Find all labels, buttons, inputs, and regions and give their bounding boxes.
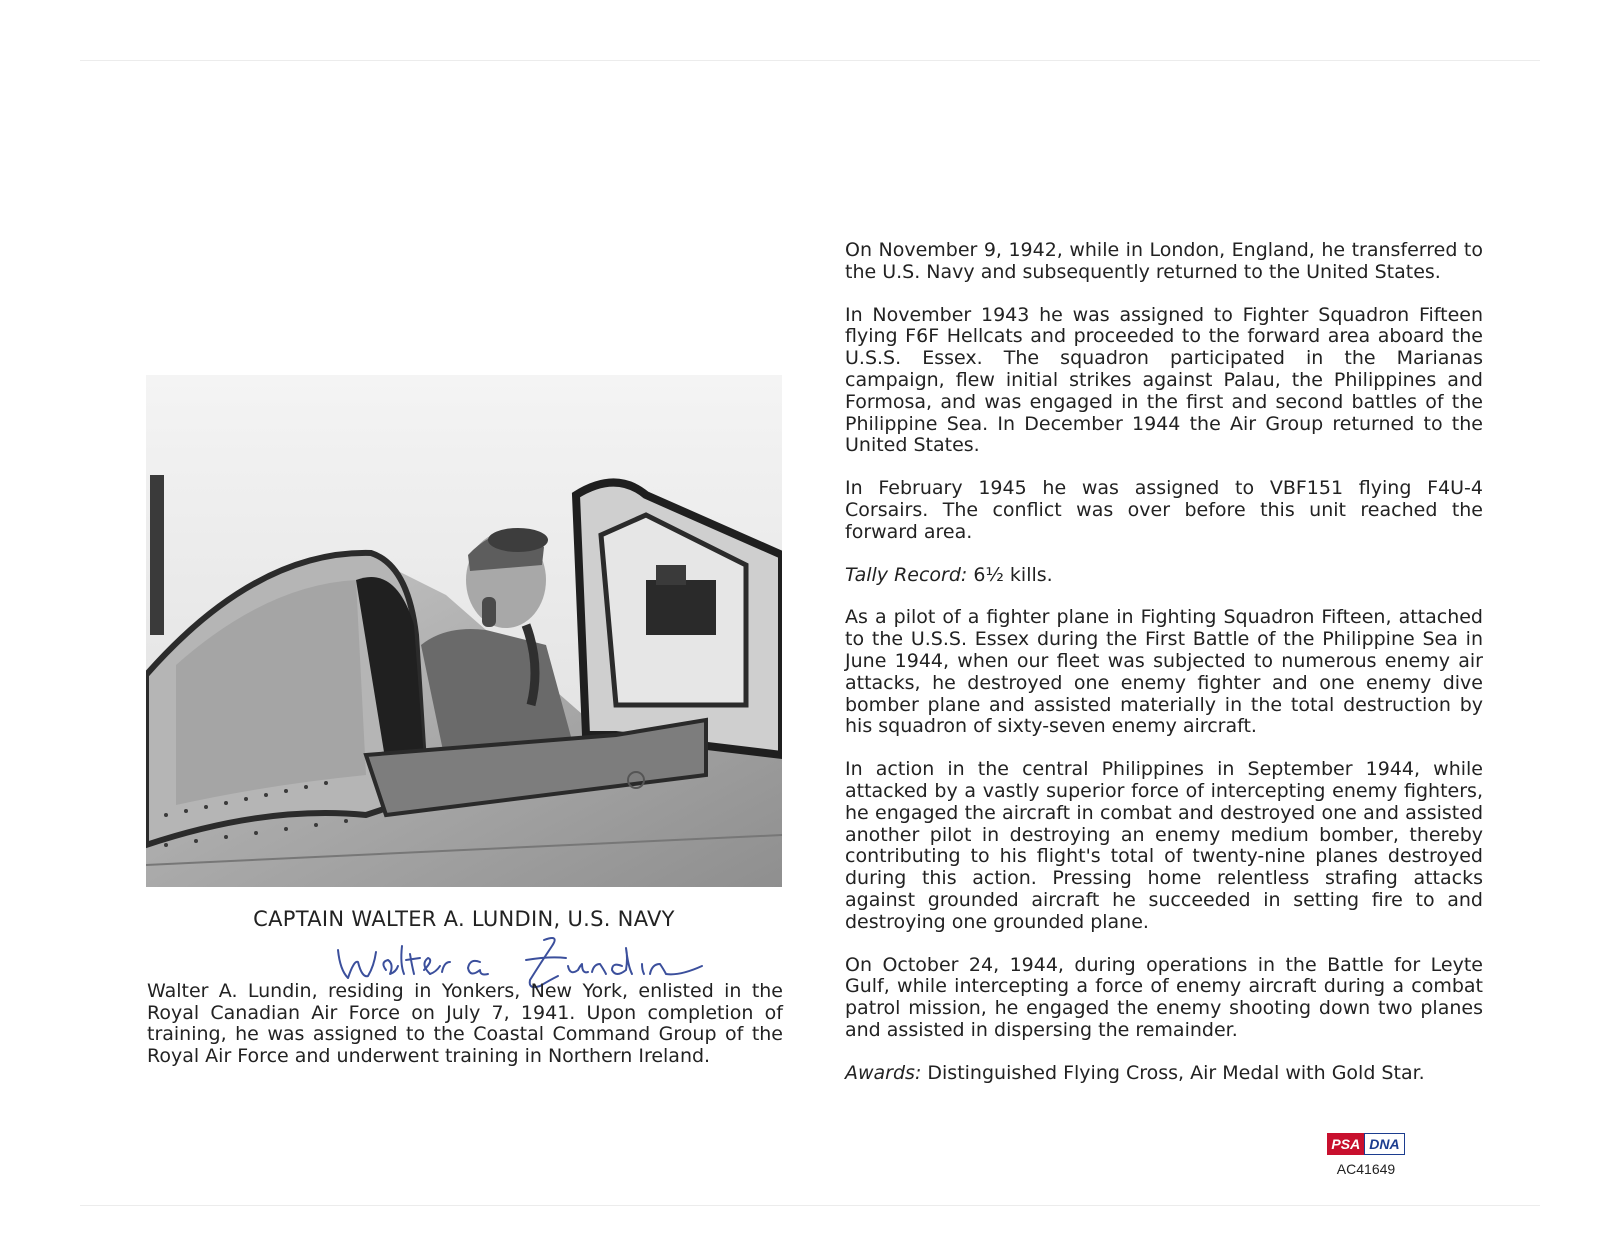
paragraph-transfer: On November 9, 1942, while in London, England, he transferred to the U.S. Navy and subsequently returned to the United States. [845, 239, 1483, 283]
psa-dna-logo [1320, 1133, 1412, 1155]
tally-value: 6½ kills. [967, 563, 1053, 586]
photo-caption: CAPTAIN WALTER A. LUNDIN, U.S. NAVY [253, 907, 675, 931]
psa-logo-text: PSA [1327, 1133, 1364, 1155]
page-top-edge [80, 60, 1540, 61]
awards [845, 1063, 1483, 1085]
paragraph-leyte-gulf: On October 24, 1944, during operations in the Battle for Leyte Gulf, while intercepting a force of enemy aircraft during a combat patrol mission, he engaged the enemy shooting down two planes and assisted in dispersing the remainder. [845, 953, 1483, 1041]
awards-label: Awards: [845, 1061, 922, 1084]
service-record-column [845, 240, 1483, 1106]
tally-label: Tally Record: [845, 563, 968, 586]
certification-number: AC41649 [1336, 1161, 1396, 1177]
awards-value: Distinguished Flying Cross, Air Medal with Gold Star. [921, 1061, 1425, 1084]
page-bottom-edge [80, 1205, 1540, 1206]
dna-logo-text: DNA [1364, 1133, 1404, 1155]
paragraph-vbf151: In February 1945 he was assigned to VBF151 flying F4U-4 Corsairs. The conflict was over before this unit reached the forward area. [845, 477, 1483, 543]
paragraph-fighter-squadron: In November 1943 he was assigned to Fighter Squadron Fifteen flying F6F Hellcats and proceeded to the forward area aboard the U.S.S. Essex. The squadron participated in the Marianas campaign, flew initial strikes against Palau, the Philippines and Formosa, and was engaged in the first and second battles of the Philippine Sea. In December 1944 the Air Group returned to the United States. [845, 303, 1483, 457]
authentication-sticker [1320, 1133, 1412, 1177]
paragraph-central-philippines: In action in the central Philippines in September 1944, while attacked by a vastly superior force of intercepting enemy fighters, he engaged the aircraft in combat and destroyed one and assisted another pilot in destroying an enemy medium bomber, thereby contributing to his flight's total of twenty-nine planes destroyed during this action. Pressing home relentless strafing attacks against grounded aircraft he succeeded in setting fire to and destroying one grounded plane. [845, 758, 1483, 933]
paragraph-philippine-sea: As a pilot of a fighter plane in Fighting Squadron Fifteen, attached to the U.S.S. Essex during the First Battle of the Philippine Sea in June 1944, when our fleet was subjected to numerous enemy air attacks, he destroyed one enemy fighter and one enemy dive bomber plane and assisted materially in the total destruction by his squadron of sixty-seven enemy aircraft. [845, 606, 1483, 738]
pilot-cockpit-photo [146, 375, 782, 887]
tally-record [845, 565, 1483, 587]
biography-intro: Walter A. Lundin, residing in Yonkers, New York, enlisted in the Royal Canadian Air Force on July 7, 1941. Upon completion of training, he was assigned to the Coastal Command Group of the Royal Air Force and underwent training in Northern Ireland. [147, 980, 783, 1067]
